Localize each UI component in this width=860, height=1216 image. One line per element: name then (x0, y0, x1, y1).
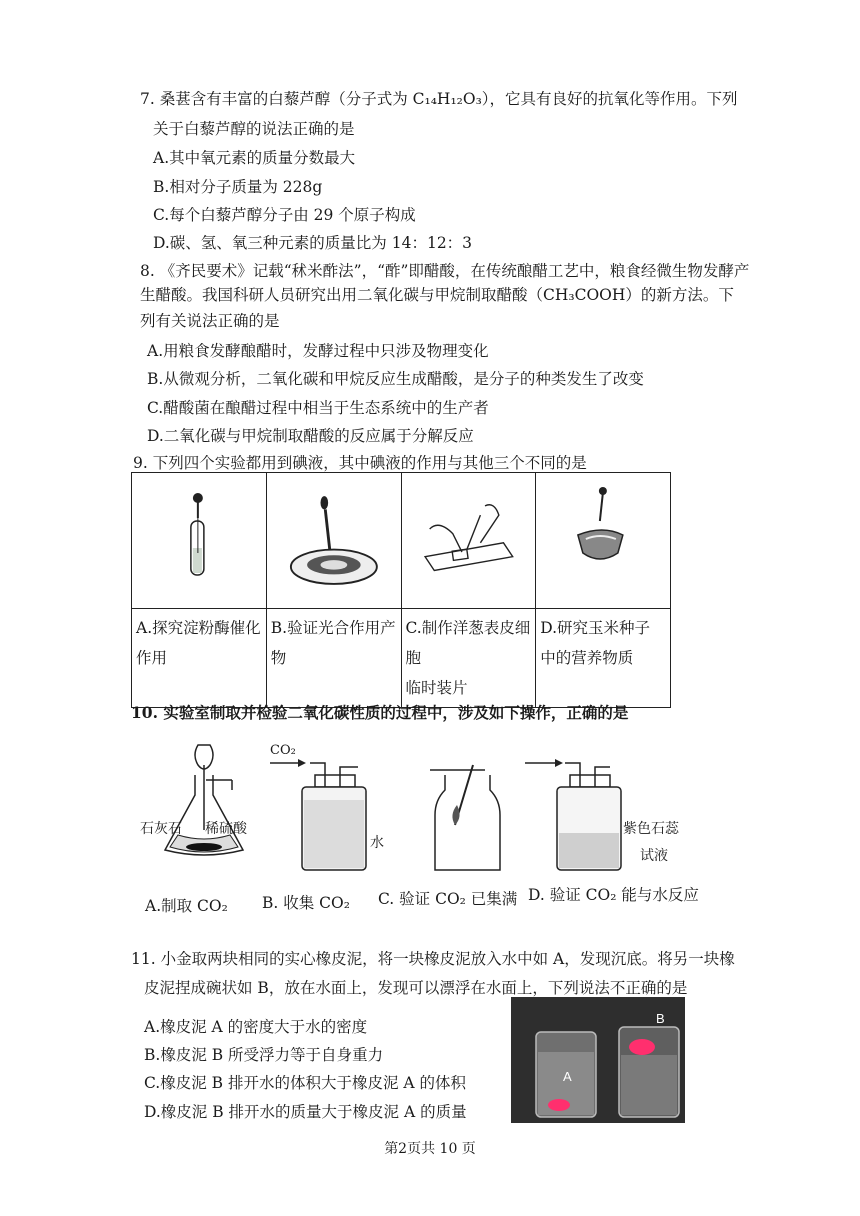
q10-label-litmus-1: 紫色石蕊 (623, 821, 679, 837)
page-footer: 第2页共 10 页 (384, 1141, 476, 1157)
q7-option-b: B.相对分子质量为 228g (153, 178, 323, 196)
q8-stem-line3: 列有关说法正确的是 (140, 312, 280, 330)
q10-label-acid: 稀硫酸 (205, 821, 247, 837)
q10-caption-b: B. 收集 CO₂ (262, 894, 350, 912)
q10-label-limestone: 石灰石 (140, 821, 182, 837)
q10-label-litmus-2: 试液 (640, 848, 668, 864)
co2-full-test-bottle-icon (425, 755, 515, 875)
q9-cell-a-image (132, 473, 267, 609)
q11-option-b: B.橡皮泥 B 所受浮力等于自身重力 (144, 1046, 384, 1064)
q8-stem-line2: 生醋酸。我国科研人员研究出用二氧化碳与甲烷制取醋酸（CH₃COOH）的新方法。下 (140, 286, 734, 304)
q9-caption-d: D.研究玉米种子 中的营养物质 (536, 609, 671, 708)
litmus-bottle-icon (525, 745, 635, 875)
q9-cell-d-image (536, 473, 671, 609)
q10-label-co2-in: CO₂ (270, 743, 296, 758)
q10-stem: 10. 实验室制取并检验二氧化碳性质的过程中，涉及如下操作，正确的是 (131, 703, 629, 722)
q8-option-a: A.用粮食发酵酿醋时，发酵过程中只涉及物理变化 (147, 342, 489, 360)
q8-stem-line1: 8. 《齐民要术》记载“秫米酢法”，“酢”即醋酸，在传统酿醋工艺中，粮食经微生物发酵产 (140, 262, 750, 280)
q10-caption-c: C. 验证 CO₂ 已集满 (378, 890, 518, 908)
q11-option-d: D.橡皮泥 B 排开水的质量大于橡皮泥 A 的质量 (144, 1103, 467, 1121)
gas-collection-bottle-icon (270, 745, 380, 875)
corn-seed-dropper-icon (536, 473, 670, 608)
q7-option-c: C.每个白藜芦醇分子由 29 个原子构成 (153, 206, 416, 224)
q11-option-a: A.橡皮泥 A 的密度大于水的密度 (144, 1018, 368, 1036)
q9-caption-c: C.制作洋葱表皮细胞 临时装片 (401, 609, 536, 708)
q8-option-c: C.醋酸菌在酿醋过程中相当于生态系统中的生产者 (147, 399, 489, 417)
clay-in-water-photo (511, 997, 685, 1123)
q9-experiment-table (131, 472, 671, 708)
test-tube-dropper-icon (132, 473, 266, 608)
q8-option-d: D.二氧化碳与甲烷制取醋酸的反应属于分解反应 (147, 427, 474, 445)
q9-caption-b: B.验证光合作用产 物 (266, 609, 401, 708)
q10-caption-a: A.制取 CO₂ (145, 897, 228, 915)
q7-stem-line1: 7. 桑葚含有丰富的白藜芦醇（分子式为 C₁₄H₁₂O₃），它具有良好的抗氧化等作用。下列 (140, 90, 738, 108)
slide-preparation-icon (402, 473, 536, 608)
photo-label-a: A (563, 1069, 572, 1084)
q8-option-b: B.从微观分析，二氧化碳和甲烷反应生成醋酸，是分子的种类发生了改变 (147, 370, 644, 388)
q10-caption-d: D. 验证 CO₂ 能与水反应 (528, 886, 699, 904)
q9-stem: 9. 下列四个实验都用到碘液，其中碘液的作用与其他三个不同的是 (133, 454, 587, 472)
q9-cell-b-image (266, 473, 401, 609)
q7-option-d: D.碳、氢、氧三种元素的质量比为 14：12：3 (153, 234, 473, 252)
q11-option-c: C.橡皮泥 B 排开水的体积大于橡皮泥 A 的体积 (144, 1074, 467, 1092)
q7-stem-line2: 关于白藜芦醇的说法正确的是 (153, 120, 355, 138)
q10-label-water: 水 (370, 835, 384, 851)
q9-cell-c-image (401, 473, 536, 609)
q11-stem-line2: 皮泥捏成碗状如 B，放在水面上，发现可以漂浮在水面上，下列说法不正确的是 (144, 979, 688, 997)
q9-caption-a: A.探究淀粉酶催化 作用 (132, 609, 267, 708)
q7-option-a: A.其中氧元素的质量分数最大 (153, 149, 356, 167)
photo-label-b: B (656, 1011, 665, 1026)
petri-dish-leaf-icon (267, 473, 401, 608)
co2-generation-flask-icon (140, 735, 270, 875)
q11-stem-line1: 11. 小金取两块相同的实心橡皮泥，将一块橡皮泥放入水中如 A，发现沉底。将另一块橡 (131, 950, 735, 968)
